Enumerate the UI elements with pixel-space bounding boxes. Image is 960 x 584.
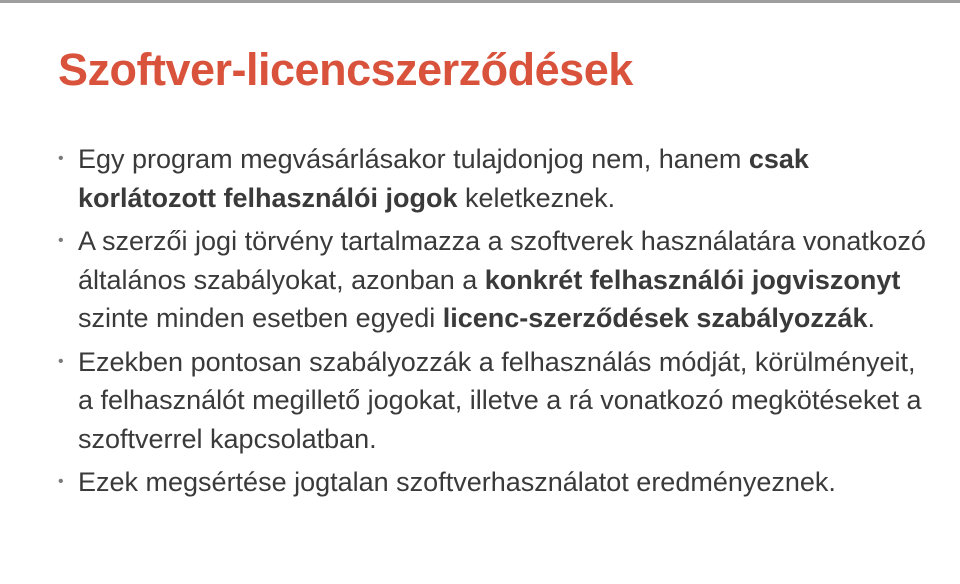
top-divider [0, 0, 960, 3]
bullet-dot-icon: • [58, 232, 64, 249]
bullet-list [58, 140, 928, 507]
bullet-text-segment: Ezekben pontosan szabályozzák a felhasználás módját, körülményeit, a felhasználót megillető jogokat, illetve a rá vonatkozó megkötéseket a szoftverrel kapcsolatban. [78, 346, 922, 454]
bullet-text-segment: Egy program megvásárlásakor tulajdonjog nem, hanem [78, 144, 749, 174]
bullet-item [58, 463, 928, 502]
bullet-item [58, 343, 928, 459]
bullet-item [58, 222, 928, 338]
bullet-text-segment: szinte minden esetben egyedi [78, 303, 443, 333]
bullet-dot-icon: • [58, 473, 64, 490]
bullet-bold-segment: konkrét felhasználói jogviszonyt [484, 264, 901, 295]
bullet-text-segment: Ezek megsértése jogtalan szoftverhasználatot eredményeznek. [78, 467, 836, 497]
slide-title: Szoftver-licencszerződések [58, 44, 633, 95]
bullet-text-segment: A szerzői jogi törvény tartalmazza a szoftverek használatára vonatkozó általános szabályokat, azonban a [78, 226, 926, 295]
bullet-dot-icon: • [58, 150, 64, 167]
bullet-item [58, 140, 928, 217]
bullet-text-segment: keletkeznek. [457, 182, 616, 213]
bullet-dot-icon: • [58, 352, 64, 370]
bullet-bold-segment: licenc-szerződések szabályozzák [442, 303, 868, 333]
bullet-bold-segment: csak korlátozott felhasználói jogok [78, 144, 809, 213]
bullet-text-segment: . [867, 303, 875, 333]
